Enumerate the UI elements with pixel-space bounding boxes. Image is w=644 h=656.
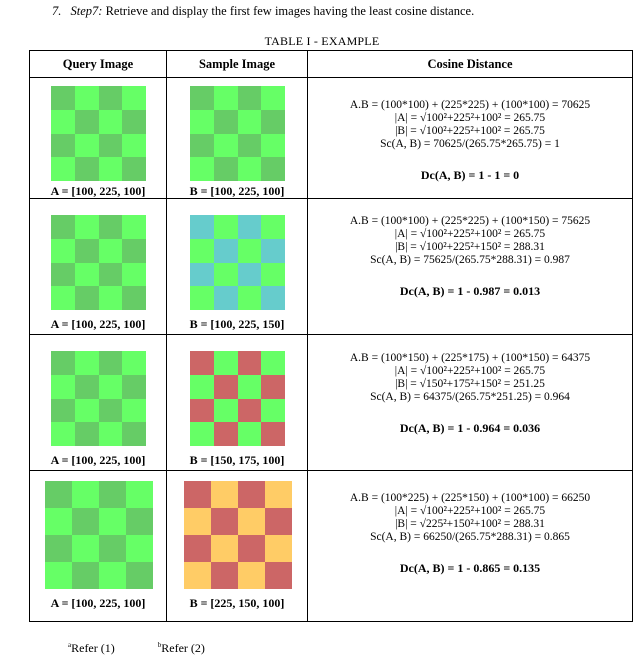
- checker-tile: [51, 263, 75, 287]
- checker-tile: [211, 535, 238, 562]
- sample-image-cell: [167, 471, 308, 622]
- sample-image: [190, 351, 285, 446]
- checker-tile: [190, 351, 214, 375]
- checker-tile: [75, 375, 99, 399]
- checker-tile: [122, 422, 146, 446]
- checker-tile: [238, 286, 262, 310]
- checker-tile: [126, 481, 153, 508]
- checker-tile: [214, 422, 238, 446]
- checker-tile: [72, 562, 99, 589]
- checker-tile: [51, 110, 75, 134]
- checker-tile: [99, 508, 126, 535]
- query-image-cell: [30, 471, 167, 622]
- query-image-cell: [30, 335, 167, 471]
- checker-tile: [238, 562, 265, 589]
- sample-image-cell: [167, 199, 308, 335]
- checker-tile: [261, 351, 285, 375]
- distance-result: Dc(A, B) = 1 - 0.964 = 0.036: [399, 421, 541, 435]
- norm-b-line: |B| = √225²+150²+100² = 288.31: [395, 518, 545, 530]
- similarity-line: Sc(A, B) = 75625/(265.75*288.31) = 0.987: [370, 254, 570, 266]
- step-text: Retrieve and display the first few images having the least cosine distance.: [105, 4, 475, 18]
- checker-tile: [261, 239, 285, 263]
- checker-tile: [75, 351, 99, 375]
- footnote-a: $^a$Refer (1): [68, 641, 115, 655]
- checker-tile: [184, 562, 211, 589]
- checker-tile: [75, 286, 99, 310]
- checker-tile: [99, 481, 126, 508]
- cosine-calculation-cell: [308, 471, 633, 622]
- norm-b-line: |B| = √100²+225²+150² = 288.31: [395, 241, 545, 253]
- checker-tile: [72, 535, 99, 562]
- checker-tile: [122, 399, 146, 423]
- checker-tile: [190, 110, 214, 134]
- checker-tile: [261, 215, 285, 239]
- checker-tile: [214, 110, 238, 134]
- checker-tile: [122, 286, 146, 310]
- sample-image: [184, 481, 292, 589]
- checker-tile: [184, 535, 211, 562]
- checker-tile: [122, 263, 146, 287]
- checker-tile: [211, 508, 238, 535]
- checker-tile: [99, 86, 123, 110]
- checker-tile: [214, 86, 238, 110]
- checker-tile: [122, 215, 146, 239]
- sample-image-cell: [167, 78, 308, 199]
- checker-tile: [51, 134, 75, 158]
- checker-tile: [190, 215, 214, 239]
- checker-tile: [211, 481, 238, 508]
- checker-tile: [265, 562, 292, 589]
- checker-tile: [75, 263, 99, 287]
- checker-tile: [214, 351, 238, 375]
- checker-tile: [51, 286, 75, 310]
- query-vector-label: A = [100, 225, 100]: [50, 184, 146, 198]
- header-sample-image: Sample Image: [167, 51, 308, 78]
- checker-tile: [238, 157, 262, 181]
- sample-vector-label: B = [100, 225, 150]: [189, 317, 285, 331]
- checker-tile: [184, 481, 211, 508]
- table-caption: TABLE I - EXAMPLE: [264, 34, 380, 48]
- checker-tile: [126, 535, 153, 562]
- checker-tile: [190, 422, 214, 446]
- distance-result: Dc(A, B) = 1 - 1 = 0: [420, 168, 520, 182]
- checker-tile: [261, 134, 285, 158]
- query-image: [51, 351, 146, 446]
- query-image-cell: [30, 78, 167, 199]
- checker-tile: [261, 375, 285, 399]
- checker-tile: [261, 86, 285, 110]
- query-image: [45, 481, 153, 589]
- checker-tile: [261, 286, 285, 310]
- checker-tile: [122, 351, 146, 375]
- cosine-calculation-cell: [308, 335, 633, 471]
- checker-tile: [99, 110, 123, 134]
- similarity-line: Sc(A, B) = 66250/(265.75*288.31) = 0.865: [370, 531, 570, 543]
- step-line: [52, 4, 474, 19]
- checker-tile: [238, 86, 262, 110]
- checker-tile: [72, 508, 99, 535]
- dot-product-line: A.B = (100*100) + (225*225) + (100*100) = 70625: [349, 99, 591, 111]
- checker-tile: [122, 375, 146, 399]
- norm-a-line: |A| = √100²+225²+100² = 265.75: [394, 365, 546, 377]
- table-row: [30, 335, 633, 471]
- checker-tile: [238, 263, 262, 287]
- checker-tile: [75, 110, 99, 134]
- norm-a-line: |A| = √100²+225²+100² = 265.75: [394, 112, 546, 124]
- dot-product-line: A.B = (100*100) + (225*225) + (100*150) = 75625: [349, 215, 591, 227]
- query-image: [51, 86, 146, 181]
- checker-tile: [238, 508, 265, 535]
- checker-tile: [45, 481, 72, 508]
- query-image: [51, 215, 146, 310]
- checker-tile: [238, 110, 262, 134]
- sample-image: [190, 215, 285, 310]
- checker-tile: [214, 239, 238, 263]
- norm-b-line: |B| = √150²+175²+150² = 251.25: [395, 378, 545, 390]
- checker-tile: [261, 263, 285, 287]
- table-row: [30, 78, 633, 199]
- checker-tile: [122, 239, 146, 263]
- checker-tile: [214, 157, 238, 181]
- example-table: [29, 50, 633, 622]
- checker-tile: [211, 562, 238, 589]
- checker-tile: [238, 351, 262, 375]
- checker-tile: [265, 508, 292, 535]
- checker-tile: [99, 286, 123, 310]
- checker-tile: [214, 263, 238, 287]
- checker-tile: [261, 157, 285, 181]
- checker-tile: [99, 375, 123, 399]
- checker-tile: [51, 375, 75, 399]
- distance-result: Dc(A, B) = 1 - 0.865 = 0.135: [399, 561, 541, 575]
- step-number: 7.: [52, 4, 62, 18]
- checker-tile: [261, 422, 285, 446]
- header-cosine-distance: Cosine Distance: [308, 51, 633, 78]
- checker-tile: [122, 157, 146, 181]
- similarity-line: Sc(A, B) = 64375/(265.75*251.25) = 0.964: [370, 391, 570, 403]
- checker-tile: [51, 399, 75, 423]
- query-vector-label: A = [100, 225, 100]: [50, 453, 146, 467]
- checker-tile: [99, 215, 123, 239]
- checker-tile: [75, 399, 99, 423]
- sample-vector-label: B = [150, 175, 100]: [189, 453, 285, 467]
- checker-tile: [99, 535, 126, 562]
- checker-tile: [238, 481, 265, 508]
- checker-tile: [214, 134, 238, 158]
- checker-tile: [99, 134, 123, 158]
- checker-tile: [238, 375, 262, 399]
- checker-tile: [45, 562, 72, 589]
- checker-tile: [99, 399, 123, 423]
- checker-tile: [122, 134, 146, 158]
- checker-tile: [238, 215, 262, 239]
- checker-tile: [190, 399, 214, 423]
- distance-result: Dc(A, B) = 1 - 0.987 = 0.013: [399, 284, 541, 298]
- checker-tile: [122, 110, 146, 134]
- cosine-calculation-cell: [308, 199, 633, 335]
- checker-tile: [126, 562, 153, 589]
- checker-tile: [190, 86, 214, 110]
- checker-tile: [51, 239, 75, 263]
- checker-tile: [51, 351, 75, 375]
- norm-b-line: |B| = √100²+225²+100² = 265.75: [395, 125, 545, 137]
- sample-image: [190, 86, 285, 181]
- norm-a-line: |A| = √100²+225²+100² = 265.75: [394, 228, 546, 240]
- checker-tile: [99, 157, 123, 181]
- checker-tile: [190, 263, 214, 287]
- cosine-calculation-cell: [308, 78, 633, 199]
- sample-image-cell: [167, 335, 308, 471]
- checker-tile: [238, 422, 262, 446]
- checker-tile: [75, 157, 99, 181]
- checker-tile: [51, 157, 75, 181]
- query-image-cell: [30, 199, 167, 335]
- table-row: [30, 199, 633, 335]
- checker-tile: [238, 239, 262, 263]
- checker-tile: [238, 134, 262, 158]
- checker-tile: [261, 110, 285, 134]
- table-row: [30, 471, 633, 622]
- header-row: [30, 51, 633, 78]
- checker-tile: [75, 86, 99, 110]
- footnote-b: $^b$Refer (2): [157, 641, 205, 655]
- checker-tile: [238, 399, 262, 423]
- checker-tile: [99, 351, 123, 375]
- checker-tile: [75, 422, 99, 446]
- checker-tile: [265, 535, 292, 562]
- similarity-line: Sc(A, B) = 70625/(265.75*265.75) = 1: [380, 138, 560, 150]
- dot-product-line: A.B = (100*150) + (225*175) + (100*150) = 64375: [349, 352, 591, 364]
- header-query-image: Query Image: [30, 51, 167, 78]
- checker-tile: [99, 239, 123, 263]
- checker-tile: [126, 508, 153, 535]
- checker-tile: [99, 263, 123, 287]
- checker-tile: [238, 535, 265, 562]
- checker-tile: [190, 134, 214, 158]
- sample-vector-label: B = [100, 225, 100]: [189, 184, 285, 198]
- checker-tile: [51, 215, 75, 239]
- checker-tile: [51, 422, 75, 446]
- checker-tile: [184, 508, 211, 535]
- footnotes: [68, 641, 245, 656]
- sample-vector-label: B = [225, 150, 100]: [189, 596, 285, 610]
- checker-tile: [45, 535, 72, 562]
- checker-tile: [190, 239, 214, 263]
- checker-tile: [190, 157, 214, 181]
- checker-tile: [214, 375, 238, 399]
- checker-tile: [99, 562, 126, 589]
- checker-tile: [75, 215, 99, 239]
- checker-tile: [190, 286, 214, 310]
- checker-tile: [51, 86, 75, 110]
- query-vector-label: A = [100, 225, 100]: [50, 317, 146, 331]
- step-label: Step7:: [70, 4, 103, 18]
- checker-tile: [72, 481, 99, 508]
- checker-tile: [214, 215, 238, 239]
- checker-tile: [99, 422, 123, 446]
- norm-a-line: |A| = √100²+225²+100² = 265.75: [394, 505, 546, 517]
- query-vector-label: A = [100, 225, 100]: [50, 596, 146, 610]
- checker-tile: [45, 508, 72, 535]
- checker-tile: [214, 399, 238, 423]
- checker-tile: [75, 134, 99, 158]
- checker-tile: [265, 481, 292, 508]
- checker-tile: [261, 399, 285, 423]
- checker-tile: [122, 86, 146, 110]
- checker-tile: [190, 375, 214, 399]
- checker-tile: [214, 286, 238, 310]
- dot-product-line: A.B = (100*225) + (225*150) + (100*100) = 66250: [349, 492, 591, 504]
- checker-tile: [75, 239, 99, 263]
